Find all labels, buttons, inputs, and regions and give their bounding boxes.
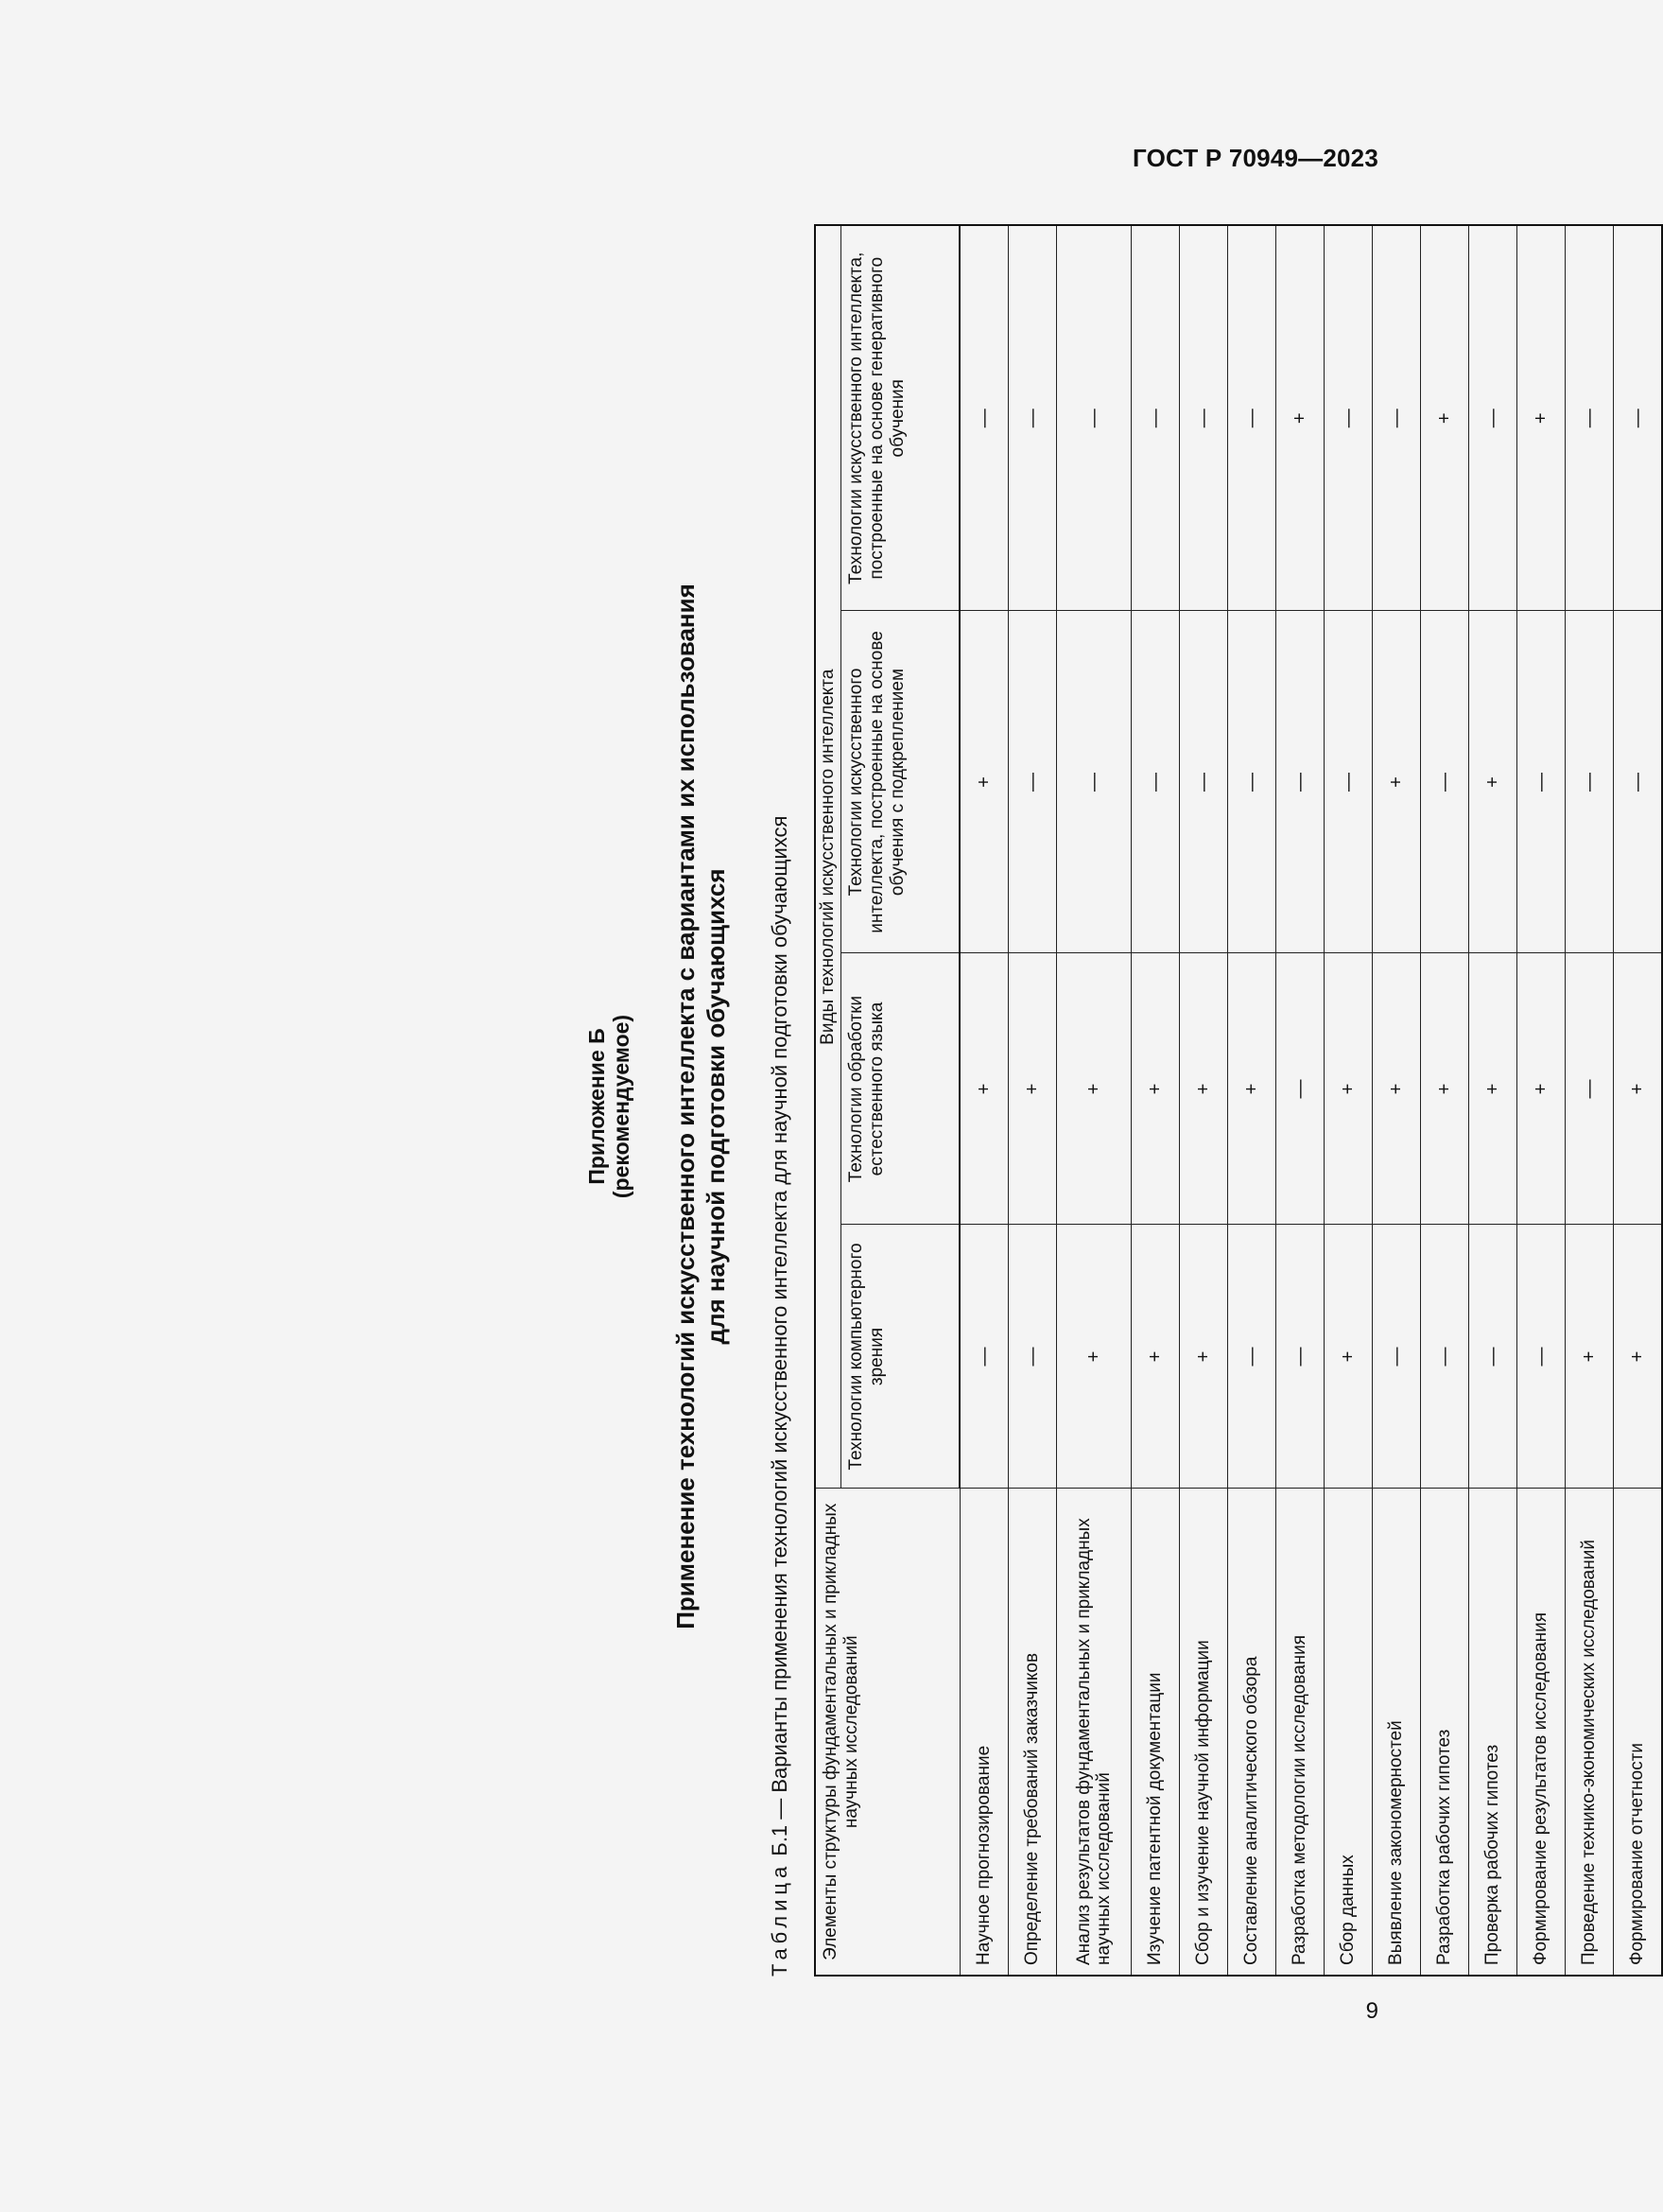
appendix-heading-line2: для научной подготовки обучающихся	[702, 868, 730, 1345]
row-name: Формирование отчетности	[1614, 1489, 1663, 1976]
cell-value: —	[1228, 1225, 1276, 1489]
table-row	[1469, 225, 1517, 1976]
cell-value: +	[1614, 1225, 1663, 1489]
table-row	[1228, 225, 1276, 1976]
column-header: Технологии компьютерного зрения	[840, 1225, 960, 1489]
row-name: Определение требований заказчиков	[1009, 1489, 1057, 1976]
cell-value: —	[1373, 225, 1421, 611]
cell-value: —	[1325, 611, 1373, 953]
cell-value: —	[960, 225, 1009, 611]
page-number: 9	[1365, 1998, 1378, 2024]
appendix-heading-line1: Применение технологий искусственного интеллекта с вариантами их использования	[671, 583, 700, 1629]
cell-value: —	[1469, 1225, 1517, 1489]
cell-value: —	[1421, 1225, 1469, 1489]
cell-value: —	[1057, 225, 1132, 611]
cell-value: —	[1517, 611, 1566, 953]
cell-value: —	[1276, 611, 1325, 953]
row-name: Составление аналитического обзора	[1228, 1489, 1276, 1976]
cell-value: +	[1132, 953, 1180, 1225]
cell-value: +	[1469, 611, 1517, 953]
column-header: Технологии искусственного интеллекта, построенные на основе генеративного обучения	[840, 225, 960, 611]
cell-value: —	[1421, 611, 1469, 953]
cell-value: +	[1009, 953, 1057, 1225]
table-caption-label: Таблица	[768, 1861, 791, 1977]
ai-technologies-table	[814, 224, 1663, 1977]
cell-value: +	[1566, 1225, 1614, 1489]
cell-value: +	[1517, 225, 1566, 611]
table-row	[1180, 225, 1228, 1976]
cell-value: +	[960, 611, 1009, 953]
cell-value: +	[1373, 953, 1421, 1225]
row-name: Проверка рабочих гипотез	[1469, 1489, 1517, 1976]
cell-value: —	[1614, 225, 1663, 611]
cell-value: +	[1325, 1225, 1373, 1489]
cell-value: +	[1517, 953, 1566, 1225]
row-name: Формирование результатов исследования	[1517, 1489, 1566, 1976]
row-name: Анализ результатов фундаментальных и прикладных научных исследований	[1057, 1489, 1132, 1976]
cell-value: +	[1325, 953, 1373, 1225]
cell-value: —	[1517, 1225, 1566, 1489]
table-row	[960, 225, 1009, 1976]
appendix-title: Приложение Б	[584, 1028, 609, 1185]
cell-value: +	[960, 953, 1009, 1225]
rotated-content	[467, 227, 1648, 1986]
cell-value: +	[1228, 953, 1276, 1225]
row-name: Изучение патентной документации	[1132, 1489, 1180, 1976]
first-col-header: Элементы структуры фундаментальных и прикладных научных исследований	[815, 1489, 960, 1976]
row-name: Научное прогнозирование	[960, 1489, 1009, 1976]
table-row	[1325, 225, 1373, 1976]
cell-value: +	[1180, 1225, 1228, 1489]
cell-value: +	[1421, 225, 1469, 611]
cell-value: +	[1057, 953, 1132, 1225]
row-name: Разработка методологии исследования	[1276, 1489, 1325, 1976]
cell-value: —	[1614, 611, 1663, 953]
cell-value: —	[1276, 1225, 1325, 1489]
row-name: Разработка рабочих гипотез	[1421, 1489, 1469, 1976]
column-header: Технологии обработки естественного языка	[840, 953, 960, 1225]
row-name: Выявление закономерностей	[1373, 1489, 1421, 1976]
cell-value: —	[1009, 611, 1057, 953]
cell-value: +	[1421, 953, 1469, 1225]
cell-value: —	[1228, 225, 1276, 611]
group-header: Виды технологий искусственного интеллекта	[815, 225, 840, 1489]
cell-value: —	[1566, 953, 1614, 1225]
cell-value: —	[1009, 1225, 1057, 1489]
document-id: ГОСТ Р 70949—2023	[1133, 144, 1378, 172]
cell-value: —	[1566, 611, 1614, 953]
cell-value: +	[1373, 611, 1421, 953]
table-row	[1614, 225, 1663, 1976]
cell-value: —	[1469, 225, 1517, 611]
table-row	[1566, 225, 1614, 1976]
table-row	[1132, 225, 1180, 1976]
row-name: Сбор и изучение научной информации	[1180, 1489, 1228, 1976]
cell-value: —	[1325, 225, 1373, 611]
cell-value: +	[1614, 953, 1663, 1225]
table-row	[1009, 225, 1057, 1976]
cell-value: —	[1132, 611, 1180, 953]
appendix-status: (рекомендуемое)	[609, 1014, 633, 1199]
cell-value: +	[1469, 953, 1517, 1225]
cell-value: —	[1180, 225, 1228, 611]
cell-value: +	[1276, 225, 1325, 611]
column-header: Технологии искусственного интеллекта, построенные на основе обучения с подкреплением	[840, 611, 960, 953]
cell-value: —	[1057, 611, 1132, 953]
cell-value: +	[1057, 1225, 1132, 1489]
cell-value: +	[1180, 953, 1228, 1225]
table-row	[1276, 225, 1325, 1976]
cell-value: —	[1228, 611, 1276, 953]
table-row	[1057, 225, 1132, 1976]
table-row	[1517, 225, 1566, 1976]
cell-value: —	[1276, 953, 1325, 1225]
table-caption-text: Б.1 — Варианты применения технологий искусственного интеллекта для научной подготовки обучающихся	[768, 815, 791, 1862]
cell-value: —	[1132, 225, 1180, 611]
table-row	[1421, 225, 1469, 1976]
cell-value: —	[1180, 611, 1228, 953]
row-name: Проведение технико-экономических исследований	[1566, 1489, 1614, 1976]
row-name: Сбор данных	[1325, 1489, 1373, 1976]
table-caption	[768, 816, 792, 1977]
cell-value: —	[960, 1225, 1009, 1489]
cell-value: —	[1009, 225, 1057, 611]
cell-value: +	[1132, 1225, 1180, 1489]
table-row	[1373, 225, 1421, 1976]
cell-value: —	[1566, 225, 1614, 611]
cell-value: —	[1373, 1225, 1421, 1489]
